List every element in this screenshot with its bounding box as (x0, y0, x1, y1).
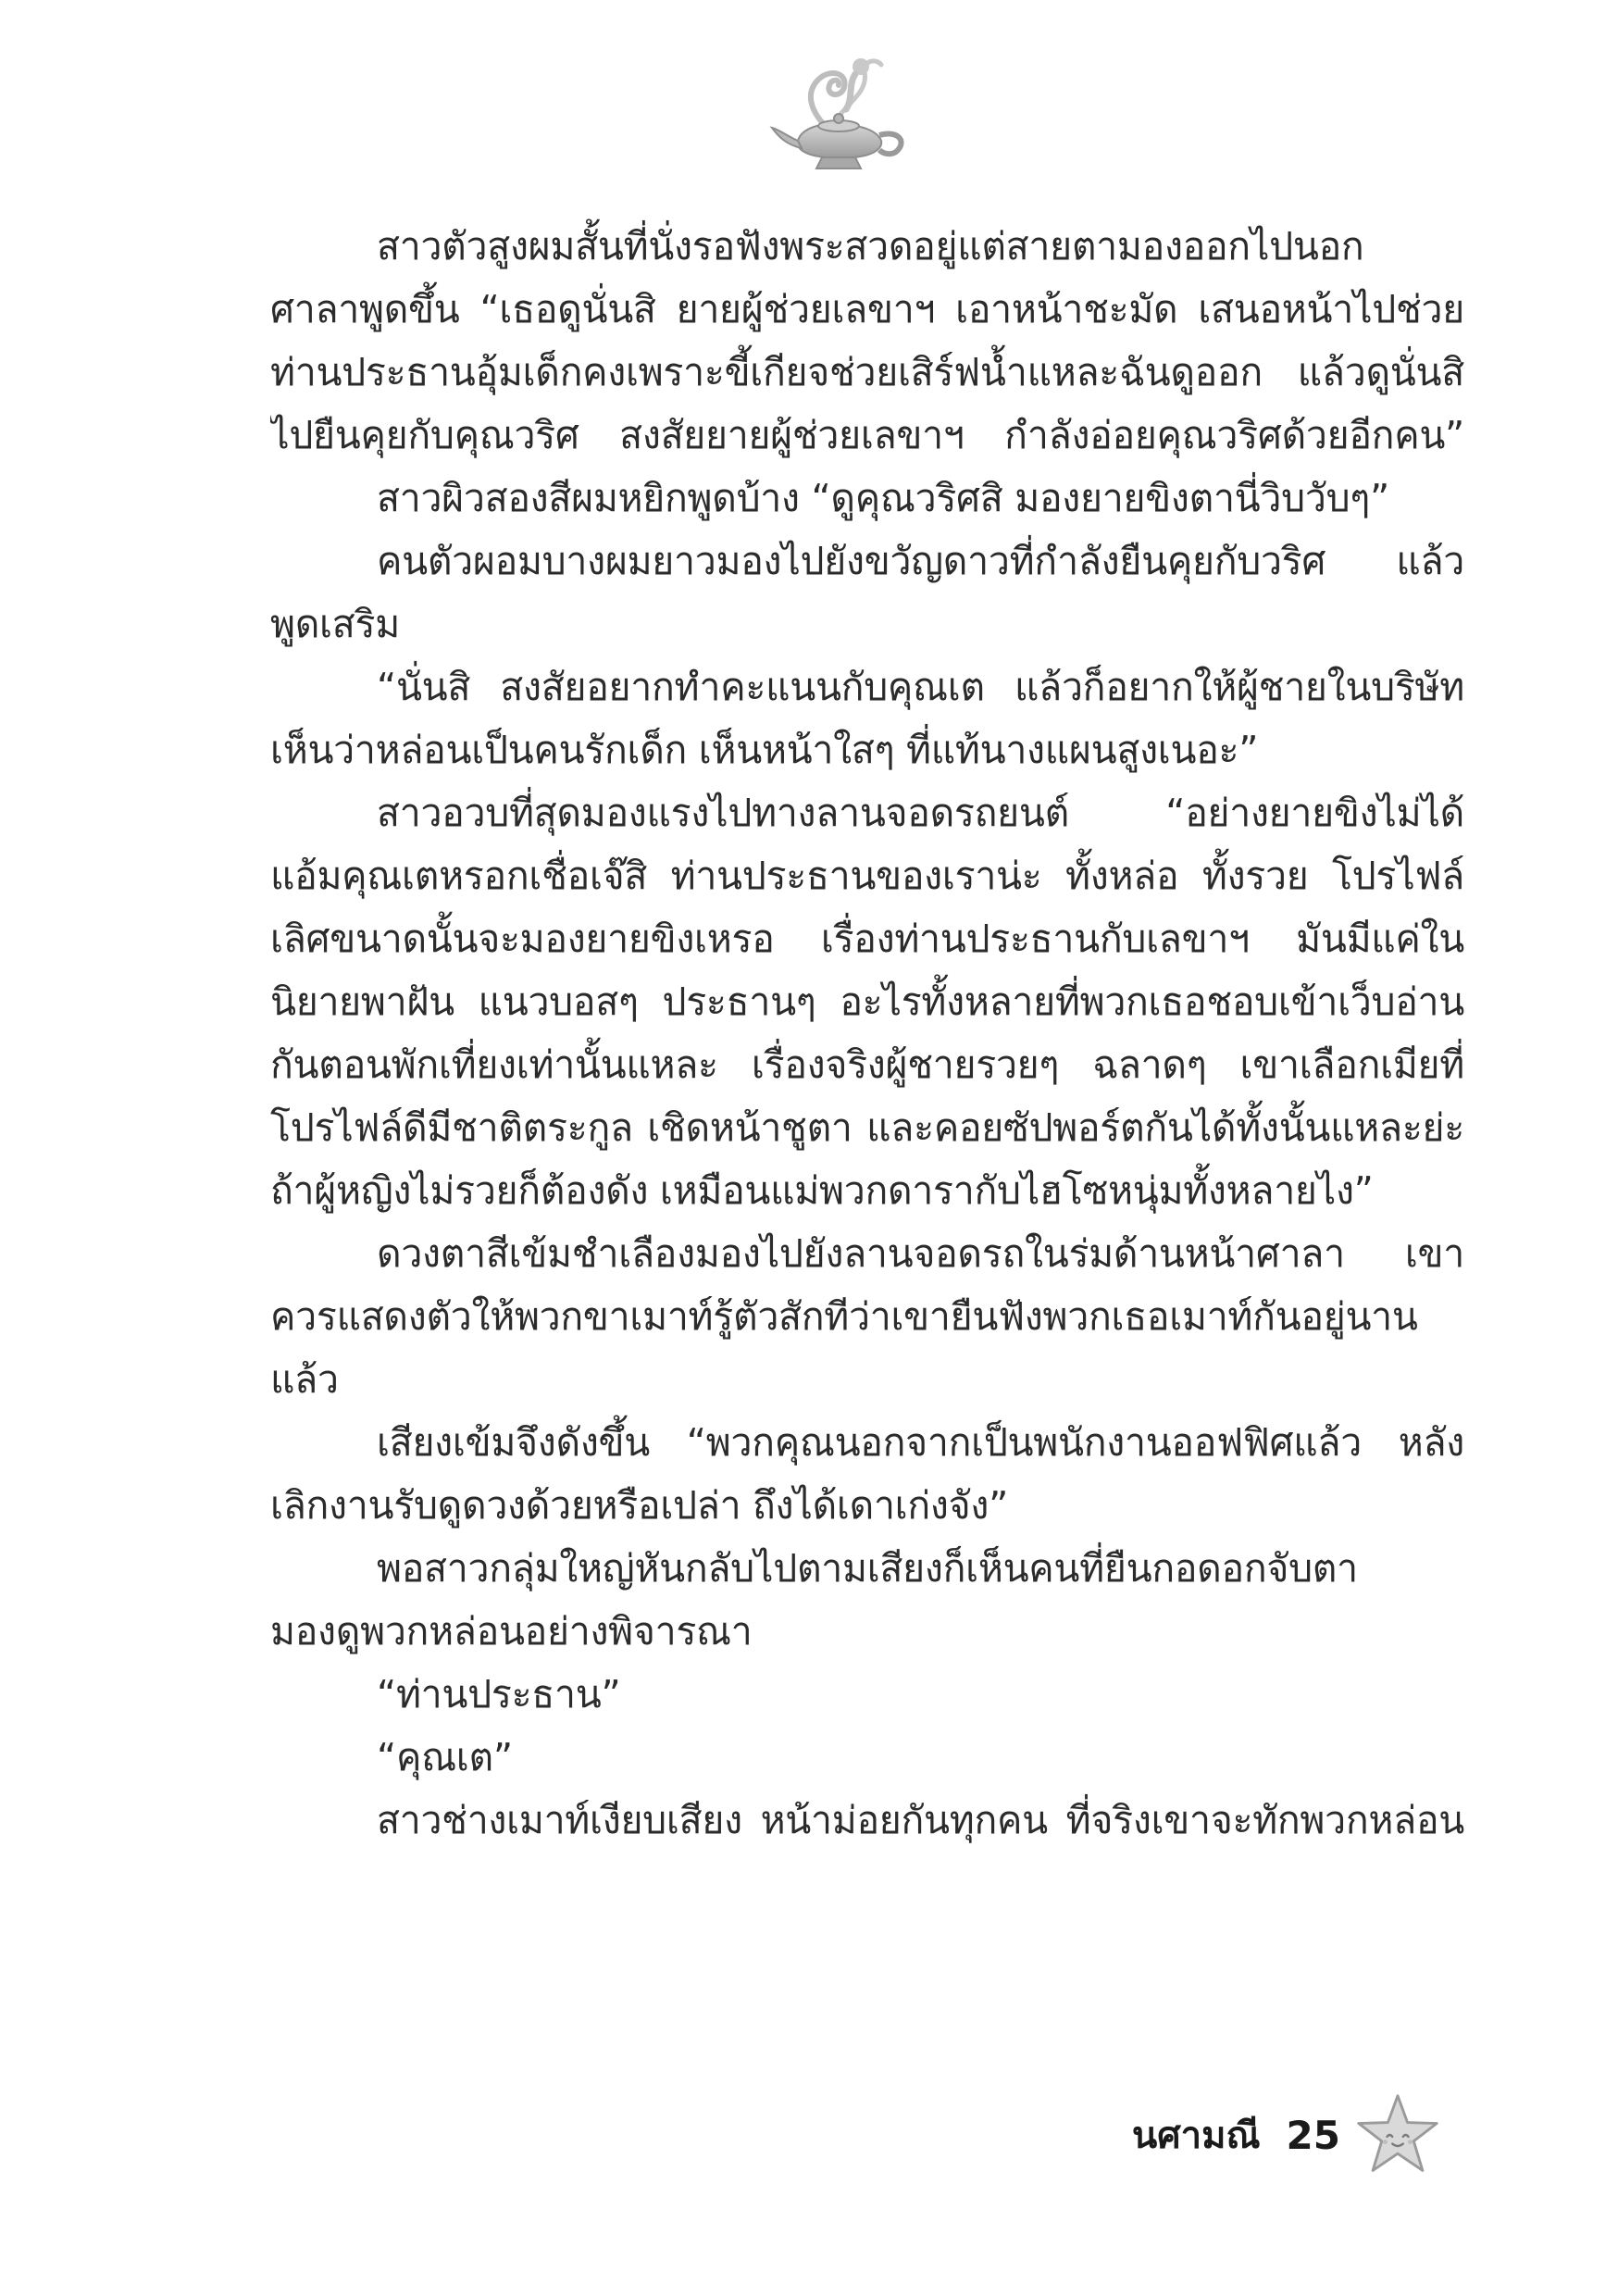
page-number: 25 (1286, 2112, 1340, 2158)
text-line: คนตัวผอมบางผมยาวมองไปยังขวัญดาวที่กำลังยืนคุยกับวริศ แล้ว (377, 539, 1464, 583)
text-line: เลิกงานรับดูดวงด้วยหรือเปล่า ถึงได้เดาเก่งจัง” (270, 1483, 1009, 1528)
text-line: โปรไฟล์ดีมีชาติตระกูล เชิดหน้าชูตา และคอยซัปพอร์ตกันได้ทั้งนั้นแหละย่ะ (270, 1105, 1464, 1150)
text-line: สาวผิวสองสีผมหยิกพูดบ้าง “ดูคุณวริศสิ มองยายขิงตานี่วิบวับๆ” (377, 476, 1389, 520)
text-line: สาวช่างเมาท์เงียบเสียง หน้าม่อยกันทุกคน ที่จริงเขาจะทักพวกหล่อน (377, 1798, 1464, 1842)
body-text (270, 215, 1464, 1852)
text-line: เลิศขนาดนั้นจะมองยายขิงเหรอ เรื่องท่านประธานกับเลขาฯ มันมีแค่ใน (270, 917, 1464, 961)
text-line: ศาลาพูดขึ้น “เธอดูนั่นสิ ยายผู้ช่วยเลขาฯ เอาหน้าชะมัด เสนอหน้าไปช่วย (270, 287, 1464, 331)
text-line: แอ้มคุณเตหรอกเชื่อเจ๊สิ ท่านประธานของเราน่ะ ทั้งหล่อ ทั้งรวย โปรไฟล์ (270, 854, 1464, 898)
text-line: ไปยืนคุยกับคุณวริศ สงสัยยายผู้ช่วยเลขาฯ กำลังอ่อยคุณวริศด้วยอีกคน” (270, 413, 1464, 457)
text-line: สาวอวบที่สุดมองแรงไปทางลานจอดรถยนต์ “อย่างยายขิงไม่ได้ (377, 791, 1464, 835)
text-line: พอสาวกลุ่มใหญ่หันกลับไปตามเสียงก็เห็นคนที่ยืนกอดอกจับตา (377, 1546, 1358, 1591)
text-line: พูดเสริม (270, 602, 400, 646)
text-line: “คุณเต” (377, 1735, 513, 1779)
star-face-icon (1353, 2090, 1442, 2179)
text-line: สาวตัวสูงผมสั้นที่นั่งรอฟังพระสวดอยู่แต่สายตามองออกไปนอก (377, 224, 1364, 268)
text-line: ควรแสดงตัวให้พวกขาเมาท์รู้ตัวสักทีว่าเขายืนฟังพวกเธอเมาท์กันอยู่นาน (270, 1294, 1418, 1339)
text-line: มองดูพวกหล่อนอย่างพิจารณา (270, 1609, 753, 1653)
text-line: ถ้าผู้หญิงไม่รวยก็ต้องดัง เหมือนแม่พวกดารากับไฮโซหนุ่มทั้งหลายไง” (270, 1168, 1374, 1213)
text-line: นิยายพาฝัน แนวบอสๆ ประธานๆ อะไรทั้งหลายที่พวกเธอชอบเข้าเว็บอ่าน (270, 980, 1464, 1024)
text-line: แล้ว (270, 1357, 339, 1402)
text-line: ดวงตาสีเข้มชำเลืองมองไปยังลานจอดรถในร่มด้านหน้าศาลา เขา (377, 1231, 1464, 1276)
text-line: “นั่นสิ สงสัยอยากทำคะแนนกับคุณเต แล้วก็อยากให้ผู้ชายในบริษัท (377, 665, 1464, 709)
text-line: เสียงเข้มจึงดังขึ้น “พวกคุณนอกจากเป็นพนักงานออฟฟิศแล้ว หลัง (377, 1420, 1464, 1465)
author-name: นศามณี (1131, 2115, 1261, 2157)
page-footer (1132, 2089, 1442, 2181)
text-line: กันตอนพักเที่ยงเท่านั้นแหละ เรื่องจริงผู้ชายรวยๆ ฉลาดๆ เขาเลือกเมียที่ (270, 1042, 1464, 1087)
text-line: ท่านประธานอุ้มเด็กคงเพราะขี้เกียจช่วยเสิร์ฟน้ำแหละฉันดูออก แล้วดูนั่นสิ (270, 350, 1464, 394)
genie-lamp-icon (765, 44, 922, 183)
text-line: “ท่านประธาน” (377, 1672, 621, 1716)
text-line: เห็นว่าหล่อนเป็นคนรักเด็ก เห็นหน้าใสๆ ที่แท้นางแผนสูงเนอะ” (270, 728, 1259, 772)
